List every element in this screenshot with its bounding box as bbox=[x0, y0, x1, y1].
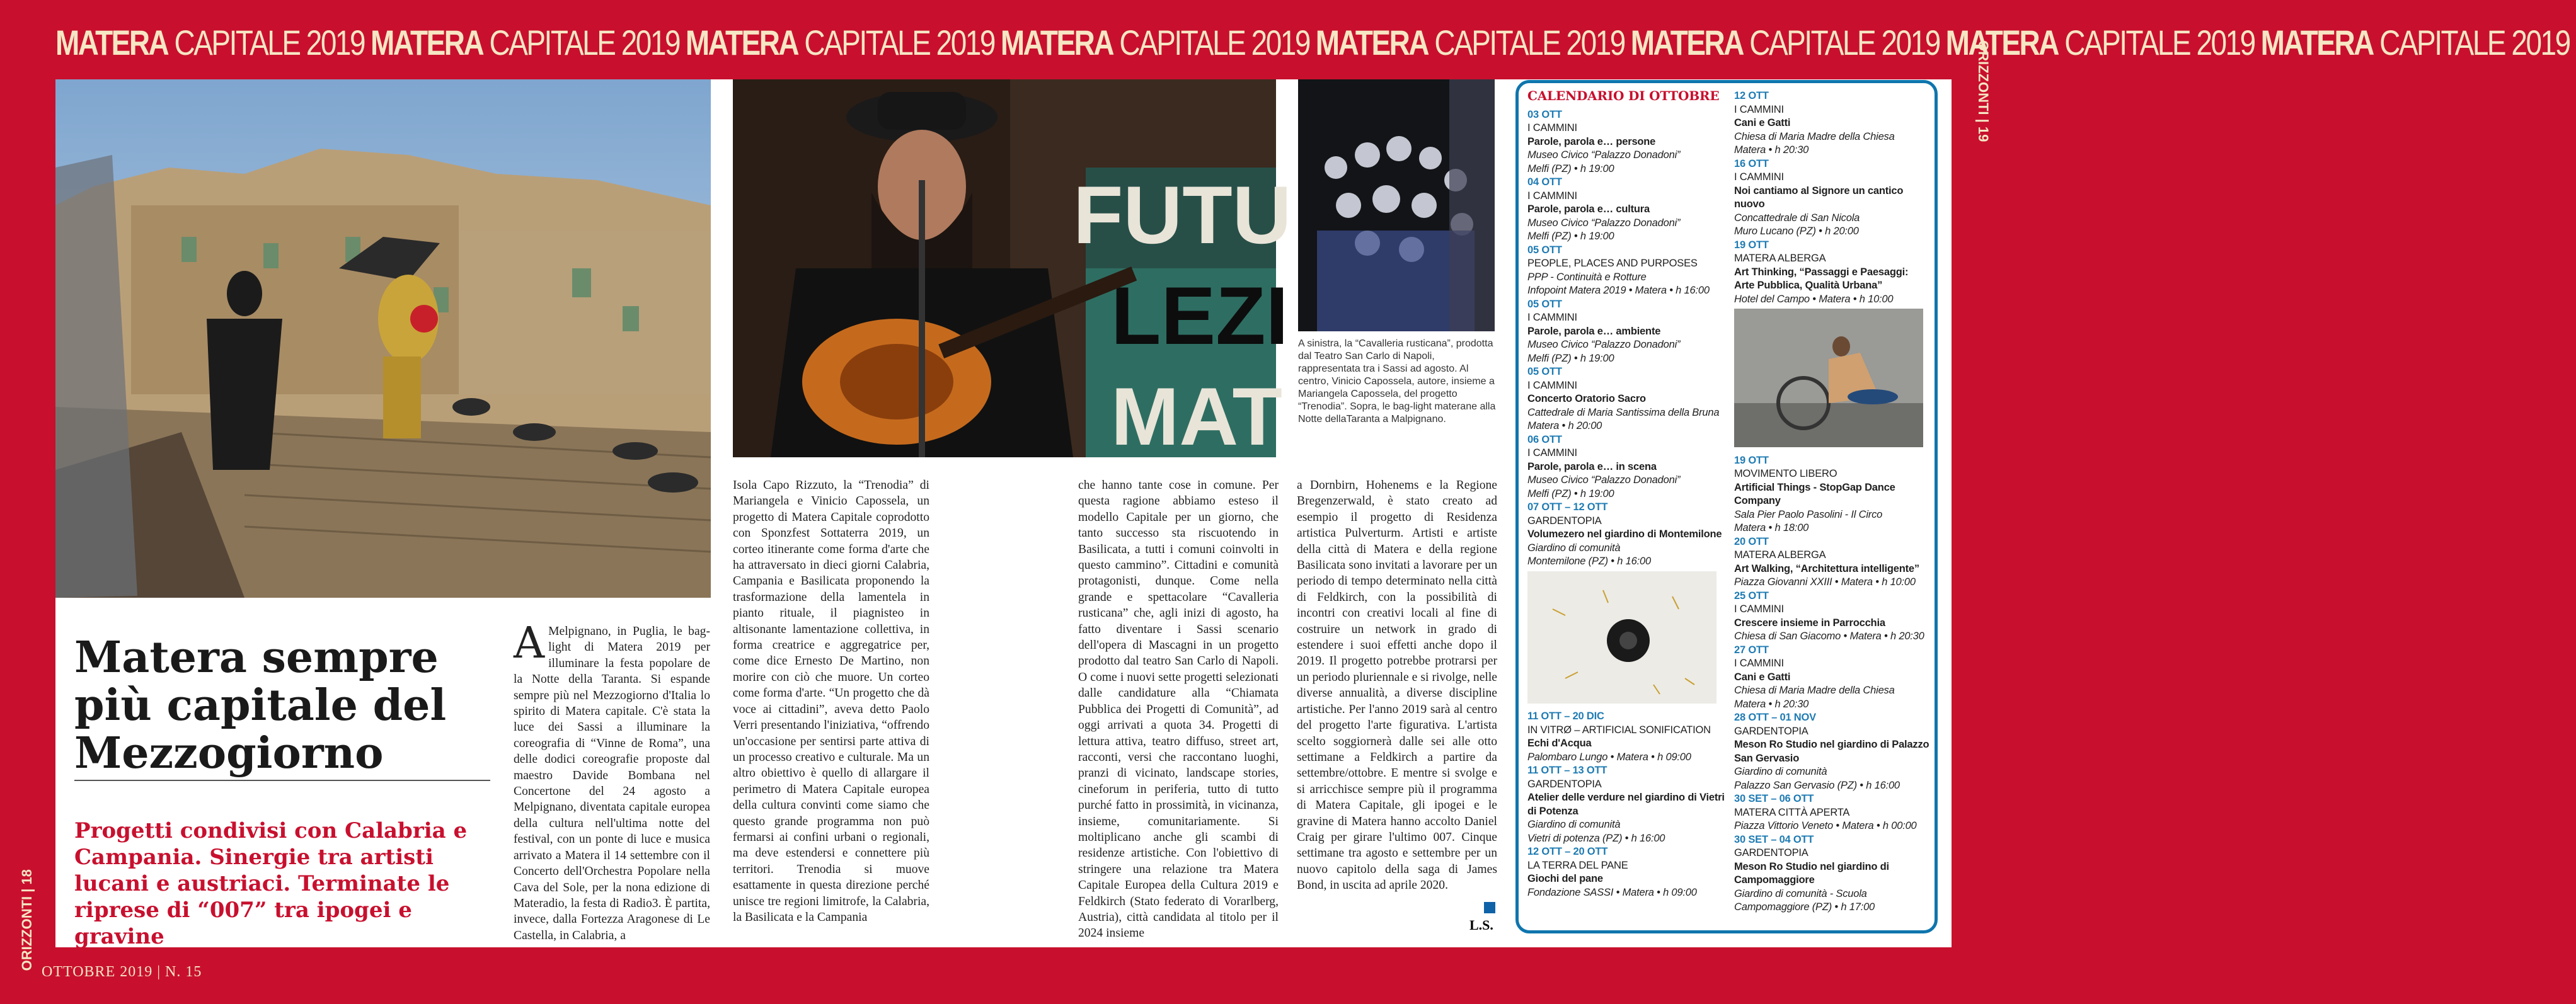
banner-bold: MATERA bbox=[370, 23, 483, 62]
event-date: 05 OTT bbox=[1527, 244, 1562, 256]
event-category: MATERA ALBERGA bbox=[1734, 549, 1826, 561]
banner-repeat bbox=[1001, 23, 1309, 62]
events-calendar bbox=[1515, 80, 1938, 933]
calendar-title: CALENDARIO DI OTTOBRE bbox=[1527, 88, 1720, 103]
end-mark bbox=[1484, 902, 1495, 913]
photo-speaker-installation bbox=[1527, 571, 1716, 708]
event-category: MATERA ALBERGA bbox=[1734, 253, 1826, 264]
calendar-event[interactable] bbox=[1527, 764, 1729, 845]
event-venue: Concattedrale di San Nicola bbox=[1734, 212, 1860, 224]
article-title: Matera sempre più capitale del Mezzogiorno bbox=[74, 632, 447, 779]
calendar-event[interactable] bbox=[1734, 89, 1929, 157]
column-1-text: Melpignano, in Puglia, le bag-light di Matera 2019 per illuminare la festa popolare de la Notte della Taranta. Si espande sempre più nel Mezzogiorno d'Italia lo spirito di Matera capitale. C'è stata la luce dei Sassi a illuminare la coreografia di “Vinne de Roma”, una delle dodici coreografie proposte dal maestro Davide Bombana nel Concertone del 24 agosto a Melpignano, diventata capitale europea della cultura nell'ultima notte del festival, con un ponte di luce e musica arrivato a Matera il 14 settembre con il Concerto dell'Orchestra Popolare nella Cava del Sole, per la nona edizione di Materadio, la festa di Radio3. È partita, invece, dalla Fortezza Aragonese di Le Castella, in Calabria, a bbox=[514, 625, 710, 942]
drop-cap: A bbox=[514, 619, 545, 668]
event-title: Meson Ro Studio nel giardino di Campomaggiore bbox=[1734, 860, 1889, 886]
event-category: LA TERRA DEL PANE bbox=[1527, 859, 1628, 871]
event-title: Artificial Things - StopGap Dance Company bbox=[1734, 481, 1895, 506]
event-venue: Giardino di comunità bbox=[1734, 766, 1827, 777]
calendar-column-2 bbox=[1734, 89, 1929, 915]
event-date: 30 SET – 04 OTT bbox=[1734, 833, 1814, 845]
calendar-list-2 bbox=[1527, 710, 1729, 899]
event-category: I CAMMINI bbox=[1734, 171, 1784, 183]
banner-rest: CAPITALE 2019 bbox=[1749, 23, 1940, 62]
event-category: I CAMMINI bbox=[1734, 603, 1784, 615]
event-place: Muro Lucano (PZ) • h 20:00 bbox=[1734, 225, 1859, 237]
event-title: Parole, parola e… in scena bbox=[1527, 460, 1657, 472]
event-title: Atelier delle verdure nel giardino di Vietri di Potenza bbox=[1527, 792, 1725, 817]
event-venue: Chiesa di Maria Madre della Chiesa bbox=[1734, 130, 1895, 142]
event-category: I CAMMINI bbox=[1527, 447, 1577, 459]
event-category: PEOPLE, PLACES AND PURPOSES bbox=[1527, 258, 1698, 269]
banner-repeat bbox=[686, 23, 994, 62]
event-date: 05 OTT bbox=[1527, 366, 1562, 377]
calendar-event[interactable] bbox=[1527, 433, 1729, 501]
event-title: Echi d'Acqua bbox=[1527, 738, 1592, 749]
banner-repeat bbox=[1946, 23, 2255, 62]
event-place: Piazza Giovanni XXIII • Matera • h 10:00 bbox=[1734, 576, 1916, 588]
banner-bold: MATERA bbox=[1315, 23, 1429, 62]
event-place: Chiesa di San Giacomo • Matera • h 20:30 bbox=[1734, 630, 1924, 642]
event-place: Hotel del Campo • Matera • h 10:00 bbox=[1734, 293, 1894, 305]
event-title: Cani e Gatti bbox=[1734, 671, 1791, 683]
issue-footer: OTTOBRE 2019 | N. 15 bbox=[42, 964, 202, 980]
event-place: Infopoint Matera 2019 • Matera • h 16:00 bbox=[1527, 285, 1710, 296]
event-place: Matera • h 18:00 bbox=[1734, 522, 1809, 533]
calendar-column-1 bbox=[1527, 89, 1729, 899]
event-date: 11 OTT – 13 OTT bbox=[1527, 765, 1607, 776]
event-category: MOVIMENTO LIBERO bbox=[1734, 468, 1837, 479]
banner-repeat bbox=[1631, 23, 1940, 62]
photo-sassi-performance bbox=[55, 79, 711, 598]
calendar-event[interactable] bbox=[1734, 157, 1929, 239]
event-date: 11 OTT – 20 DIC bbox=[1527, 710, 1604, 722]
event-place: Melfi (PZ) • h 19:00 bbox=[1527, 488, 1614, 499]
banner-repeat bbox=[55, 23, 364, 62]
sign-text-2: LEZI bbox=[1111, 270, 1289, 362]
calendar-event[interactable] bbox=[1734, 454, 1929, 535]
calendar-list-3 bbox=[1734, 89, 1929, 306]
calendar-event[interactable] bbox=[1527, 845, 1729, 899]
event-venue: Museo Civico “Palazzo Donadoni” bbox=[1527, 474, 1681, 486]
event-category: IN VITRØ – ARTIFICIAL SONIFICATION bbox=[1527, 724, 1711, 736]
event-title: Cani e Gatti bbox=[1734, 117, 1791, 128]
event-venue: Giardino di comunità bbox=[1527, 542, 1621, 554]
event-place: Melfi (PZ) • h 19:00 bbox=[1527, 231, 1614, 242]
article-subtitle: Progetti condivisi con Calabria e Campania. Sinergie tra artisti lucani e austriaci. Terminate le riprese di “007” tra ipogei e gravine bbox=[74, 818, 468, 950]
event-date: 03 OTT bbox=[1527, 108, 1562, 120]
calendar-event[interactable] bbox=[1527, 108, 1729, 176]
event-date: 05 OTT bbox=[1527, 298, 1562, 310]
banner-bold: MATERA bbox=[685, 23, 798, 62]
banner-rest: CAPITALE 2019 bbox=[804, 23, 994, 62]
event-category: GARDENTOPIA bbox=[1734, 725, 1808, 737]
event-date: 19 OTT bbox=[1734, 454, 1769, 466]
calendar-event[interactable] bbox=[1734, 535, 1929, 590]
calendar-event[interactable] bbox=[1527, 365, 1729, 433]
banner-repeat bbox=[371, 23, 679, 62]
event-category: GARDENTOPIA bbox=[1734, 847, 1808, 859]
event-place: Matera • h 20:30 bbox=[1734, 144, 1809, 156]
event-place: Piazza Vittorio Veneto • Matera • h 00:00 bbox=[1734, 820, 1917, 831]
event-date: 07 OTT – 12 OTT bbox=[1527, 501, 1608, 513]
calendar-list-4 bbox=[1734, 454, 1929, 915]
calendar-event[interactable] bbox=[1527, 176, 1729, 244]
calendar-event[interactable] bbox=[1527, 298, 1729, 366]
calendar-event[interactable] bbox=[1734, 725, 1929, 793]
photo-bag-lights bbox=[1298, 79, 1495, 331]
event-date: 28 OTT – 01 NOV bbox=[1734, 712, 1816, 723]
photo-vinicio-capossela bbox=[733, 79, 1292, 462]
event-venue: Giardino di comunità - Scuola bbox=[1734, 887, 1867, 899]
calendar-event[interactable] bbox=[1527, 244, 1729, 298]
banner-repeat bbox=[2261, 23, 2570, 62]
event-title: Art Walking, “Architettura intelligente” bbox=[1734, 562, 1919, 574]
banner bbox=[55, 21, 2570, 64]
event-title: Parole, parola e… ambiente bbox=[1527, 325, 1661, 337]
page-number-right: ORIZZONTI | 19 bbox=[1975, 40, 1991, 142]
event-venue: Chiesa di Maria Madre della Chiesa bbox=[1734, 685, 1895, 696]
title-rule bbox=[74, 780, 490, 781]
event-title: Meson Ro Studio nel giardino di Palazzo San Gervasio bbox=[1734, 739, 1929, 764]
event-place: Campomaggiore (PZ) • h 17:00 bbox=[1734, 901, 1875, 913]
calendar-event[interactable] bbox=[1734, 833, 1929, 915]
calendar-list-1 bbox=[1527, 108, 1729, 569]
event-date: 12 OTT bbox=[1734, 90, 1769, 101]
sign-text-1: FUTU bbox=[1073, 169, 1292, 261]
event-date: 27 OTT bbox=[1734, 644, 1769, 656]
banner-bold: MATERA bbox=[1630, 23, 1743, 62]
event-venue: Sala Pier Paolo Pasolini - Il Circo bbox=[1734, 508, 1883, 520]
banner-rest: CAPITALE 2019 bbox=[1119, 23, 1309, 62]
event-category: I CAMMINI bbox=[1527, 312, 1577, 323]
event-title: Volumezero nel giardino di Montemilone bbox=[1527, 528, 1722, 540]
event-place: Melfi (PZ) • h 19:00 bbox=[1527, 163, 1614, 174]
event-title: Giochi del pane bbox=[1527, 873, 1603, 884]
banner-bold: MATERA bbox=[55, 23, 168, 62]
event-date: 12 OTT – 20 OTT bbox=[1527, 846, 1608, 857]
event-title: Crescere insieme in Parrocchia bbox=[1734, 617, 1885, 629]
event-category: I CAMMINI bbox=[1734, 103, 1784, 115]
event-category: I CAMMINI bbox=[1527, 122, 1577, 134]
calendar-event[interactable] bbox=[1527, 501, 1729, 569]
banner-rest: CAPITALE 2019 bbox=[489, 23, 680, 62]
event-venue: Cattedrale di Maria Santissima della Bruna bbox=[1527, 406, 1720, 418]
event-category: I CAMMINI bbox=[1527, 190, 1577, 202]
event-place: Palazzo San Gervasio (PZ) • h 16:00 bbox=[1734, 779, 1900, 791]
banner-bold: MATERA bbox=[2260, 23, 2373, 62]
event-category: MATERA CITTÀ APERTA bbox=[1734, 806, 1850, 818]
calendar-event[interactable] bbox=[1734, 792, 1929, 833]
event-category: GARDENTOPIA bbox=[1527, 778, 1602, 790]
event-date: 06 OTT bbox=[1527, 433, 1562, 445]
event-date: 30 SET – 06 OTT bbox=[1734, 793, 1814, 804]
article-column-1 bbox=[514, 619, 710, 944]
article-column-2: Isola Capo Rizzuto, la “Trenodia” di Mariangela e Vinicio Capossela, un progetto di Matera Capitale coprodotto con Sponzfest Sottaterra 2019, un corteo itinerante come forma d'arte che ha attraversato in dieci giorni Calabria, Campania e Basilicata proponendo la trasformazione della lamentela in pianto rituale, il piagnisteo in altisonante lamentazione collettiva, in forma creatrice e aggregatrice per, come dice Ernesto De Martino, non morire con ciò che muore. Un corteo come forma d'arte. “Un progetto che dà voce ai cittadini”, aveva detto Paolo Verri presentando l'iniziativa, “offrendo un'occasione per sentirsi parte attiva di un processo creativo e culturale. Ma un altro obiettivo è quello di allargare il perimetro di Matera Capitale europea della cultura convinti come siamo che questo grande programma non può fermarsi ai confini urbani o regionali, ma deve estendersi e connettere più territori. Trenodia si muove esattamente in questa direzione perché unisce tre regioni limitrofe, la Calabria, la Basilicata e la Campania bbox=[733, 479, 929, 924]
page-number-left: ORIZZONTI | 18 bbox=[19, 869, 35, 971]
event-date: 04 OTT bbox=[1527, 176, 1562, 188]
banner-rest: CAPITALE 2019 bbox=[2379, 23, 2570, 62]
calendar-event[interactable] bbox=[1734, 590, 1929, 644]
photo-caption: A sinistra, la “Cavalleria rusticana”, prodotta dal Teatro San Carlo di Napoli, rappresentata tra i Sassi ad agosto. Al centro, Vinicio Capossela, autore, insieme a Mariangela Capossela, del progetto “Trenodia”. Sopra, le bag-light materane alla Notte dellaTaranta a Malpignano. bbox=[1298, 338, 1496, 425]
banner-rest: CAPITALE 2019 bbox=[174, 23, 365, 62]
author-signature: L.S. bbox=[1469, 917, 1493, 933]
banner-bold: MATERA bbox=[1000, 23, 1113, 62]
banner-rest: CAPITALE 2019 bbox=[1434, 23, 1624, 62]
event-venue: Giardino di comunità bbox=[1527, 819, 1621, 830]
photo-dance-company bbox=[1734, 309, 1923, 452]
event-place: Melfi (PZ) • h 19:00 bbox=[1527, 352, 1614, 364]
event-category: I CAMMINI bbox=[1527, 379, 1577, 391]
event-category: GARDENTOPIA bbox=[1527, 515, 1602, 527]
event-venue: Museo Civico “Palazzo Donadoni” bbox=[1527, 149, 1681, 161]
event-date: 20 OTT bbox=[1734, 535, 1769, 547]
banner-repeat bbox=[1316, 23, 1624, 62]
event-venue: PPP - Continuità e Rotture bbox=[1527, 271, 1647, 283]
event-place: Fondazione SASSI • Matera • h 09:00 bbox=[1527, 886, 1697, 898]
event-title: Concerto Oratorio Sacro bbox=[1527, 393, 1646, 404]
calendar-event[interactable] bbox=[1734, 644, 1929, 712]
event-title: Parole, parola e… persone bbox=[1527, 135, 1656, 147]
calendar-event[interactable] bbox=[1527, 710, 1729, 764]
event-venue: Museo Civico “Palazzo Donadoni” bbox=[1527, 339, 1681, 350]
banner-bold: MATERA bbox=[1945, 23, 2058, 62]
article-column-3: che hanno tante cose in comune. Per questa ragione abbiamo esteso il modello Capitale per un giorno, che tanto successo sta riscuotendo in Basilicata, a tutti i comuni coinvolti in questo cammino”. Cittadini e comunità protagonisti, dunque. Come nella grande e spettacolare “Cavalleria rusticana” che, agli inizi di agosto, ha fatto diventare i Sassi scenario dell'opera di Mascagni in un progetto prodotto dal teatro San Carlo di Napoli. O come i nuovi sette progetti selezionati dalle candidature alla “Chiamata Pubblica dei Progetti di Comunità”, ad oggi arrivati a quota 34. Progetti di lettura attiva, teatro diffuso, street art, racconti, versi che raccontano luoghi, pranzi di vicinato, landscape stories, cineforum in periferia, tutto di tutto purché fatto in prossimità, in vicinanza, insieme, comunitariamente. Si moltiplicano anche gli scambi di residenze artistiche. Con l'obiettivo di stringere una relazione tra Matera Capitale Europea della Cultura 2019 e Feldkirch (Stato federato di Vorarlberg, Austria), città candidata al titolo per il 2024 insieme bbox=[1078, 479, 1279, 940]
event-venue: Museo Civico “Palazzo Donadoni” bbox=[1527, 217, 1681, 229]
calendar-event[interactable] bbox=[1734, 239, 1929, 307]
sign-text-3: MAT bbox=[1111, 370, 1282, 462]
event-date: 25 OTT bbox=[1734, 590, 1769, 602]
event-place: Matera • h 20:00 bbox=[1527, 420, 1602, 431]
event-place: Matera • h 20:30 bbox=[1734, 698, 1809, 710]
banner-rest: CAPITALE 2019 bbox=[2064, 23, 2255, 62]
event-title: Parole, parola e… cultura bbox=[1527, 203, 1650, 215]
event-title: Art Thinking, “Passaggi e Paesaggi: Arte Pubblica, Qualità Urbana” bbox=[1734, 266, 1909, 291]
event-date: 19 OTT bbox=[1734, 239, 1769, 251]
event-date: 16 OTT bbox=[1734, 157, 1769, 169]
article-column-4: a Dornbirn, Hohenems e la Regione Bregenzerwald, è stato creato ad esempio il progetto di Residenza artistica Pulverturm. Artisti e artiste della città di Matera e della regione Basilicata sono invitati a lavorare per un periodo di tempo determinato nella città di Feldkirch, con la possibilità di incontri con creativi locali al fine di costruire un network in grado di estendere i suoi effetti anche dopo il 2019. Il progetto potrebbe protrarsi per un periodo pluriennale e si rivolge, nelle diverse annualità, a diverse discipline artistiche. Per l'anno 2019 sarà al centro del progetto l'arte figurativa. L'artista scelto soggiornerà dalle sei alle otto settimane a Feldkirch a partire da settembre/ottobre. E mentre si svolge e si arricchisce sempre più il programma di Matera Capitale, gli ipogei e le gravine di Matera hanno accolto Daniel Craig per girare l'ultimo 007. Cinque settimane tra agosto e settembre per un nuovo capitolo della saga di James Bond, in uscita ad aprile 2020. bbox=[1297, 479, 1497, 893]
event-place: Montemilone (PZ) • h 16:00 bbox=[1527, 556, 1651, 567]
event-place: Palombaro Lungo • Matera • h 09:00 bbox=[1527, 751, 1691, 763]
event-category: I CAMMINI bbox=[1734, 658, 1784, 669]
event-place: Vietri di potenza (PZ) • h 16:00 bbox=[1527, 832, 1665, 844]
event-title: Noi cantiamo al Signore un cantico nuovo bbox=[1734, 185, 1904, 210]
